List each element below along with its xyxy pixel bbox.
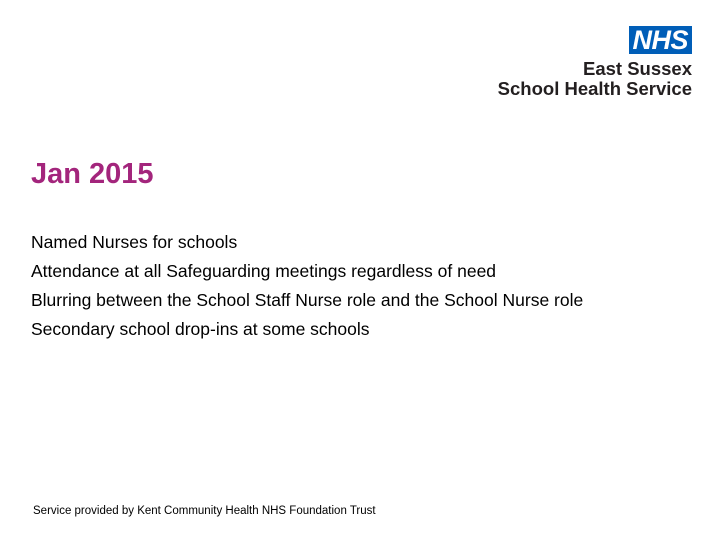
- nhs-logo: [492, 26, 692, 99]
- org-name-line-2: School Health Service: [497, 78, 692, 99]
- list-item: Attendance at all Safeguarding meetings regardless of need: [31, 261, 497, 281]
- footer-text: Service provided by Kent Community Health NHS Foundation Trust: [33, 505, 376, 517]
- list-item: Secondary school drop-ins at some schools: [31, 319, 370, 339]
- org-name-line-1: East Sussex: [582, 58, 692, 79]
- list-item: Named Nurses for schools: [31, 232, 238, 252]
- list-item: Blurring between the School Staff Nurse role and the School Nurse role: [31, 290, 584, 310]
- nhs-badge: NHS: [629, 26, 692, 54]
- slide-body-list: [31, 228, 583, 344]
- slide-title: Jan 2015: [31, 158, 154, 190]
